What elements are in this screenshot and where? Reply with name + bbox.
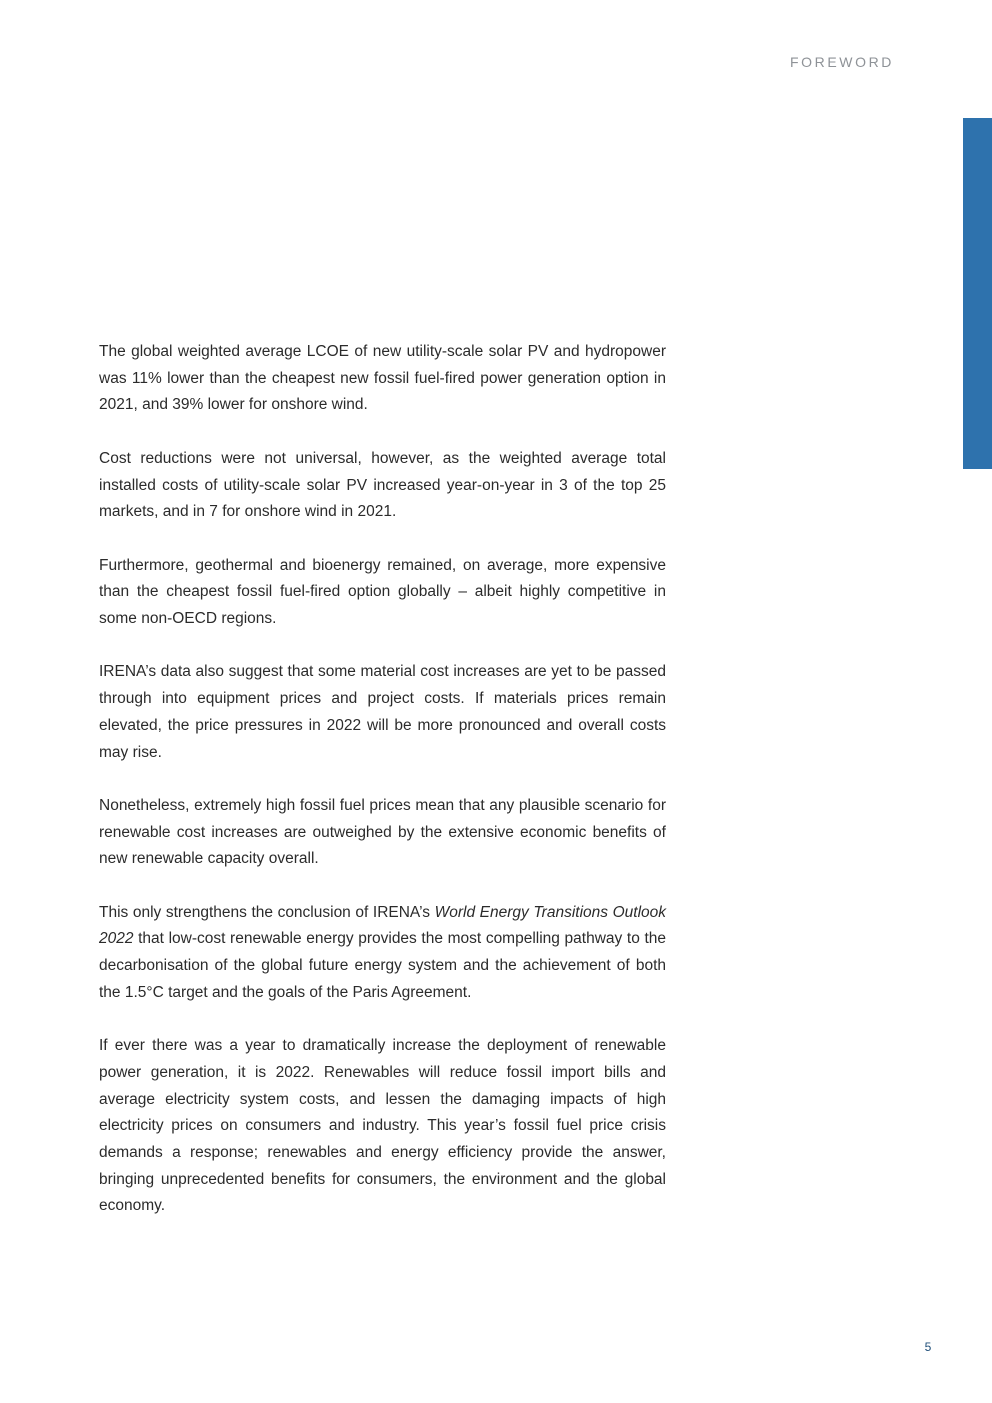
paragraph-lcoe: The global weighted average LCOE of new utility-scale solar PV and hydropower was 11% lower than the cheapest new fossil fuel-fired power generation option in 2021, and 39% lower for onshore wind. [99, 343, 666, 414]
paragraph-2022: If ever there was a year to dramatically increase the deployment of renewable power generation, it is 2022. Renewables will reduce fossil import bills and average electricity system costs, and lessen the damaging impacts of high electricity prices on consumers and industry. This year’s fossil fuel price crisis demands a response; renewables and energy efficiency provide the answer, bringing unprecedented benefits for consumers, the environment and the global economy. [99, 1037, 666, 1215]
paragraph-material-costs: IRENA’s data also suggest that some material cost increases are yet to be passed through into equipment prices and project costs. If materials prices remain elevated, the price pressures in 2022 will be more pronounced and overall costs may rise. [99, 663, 666, 761]
paragraph-conclusion-before: This only strengthens the conclusion of IRENA’s [99, 903, 435, 921]
paragraph-fossil-prices: Nonetheless, extremely high fossil fuel prices mean that any plausible scenario for renewable cost increases are outweighed by the extensive economic benefits of new renewable capacity overall. [99, 796, 666, 868]
paragraph-conclusion [99, 900, 666, 1007]
report-title-italic: World Energy Transitions Outlook 2022 [99, 903, 666, 948]
paragraph-conclusion-after: that low-cost renewable energy provides the most compelling pathway to the decarbonisation of the global future energy system and the achievement of both the 1.5°C target and the goals of the Paris Agreement. [99, 930, 666, 1001]
paragraph-geothermal-bioenergy: Furthermore, geothermal and bioenergy remained, on average, more expensive than the cheapest fossil fuel-fired option globally – albeit highly competitive in some non-OECD regions. [99, 556, 666, 627]
body-text [99, 339, 666, 1220]
page-number: 5 [924, 1340, 932, 1354]
section-header: FOREWORD [789, 54, 894, 70]
side-accent-tab [963, 118, 992, 469]
paragraph-cost-reductions: Cost reductions were not universal, however, as the weighted average total installed costs of utility-scale solar PV increased year-on-year in 3 of the top 25 markets, and in 7 for onshore wind in 2021. [99, 449, 666, 521]
